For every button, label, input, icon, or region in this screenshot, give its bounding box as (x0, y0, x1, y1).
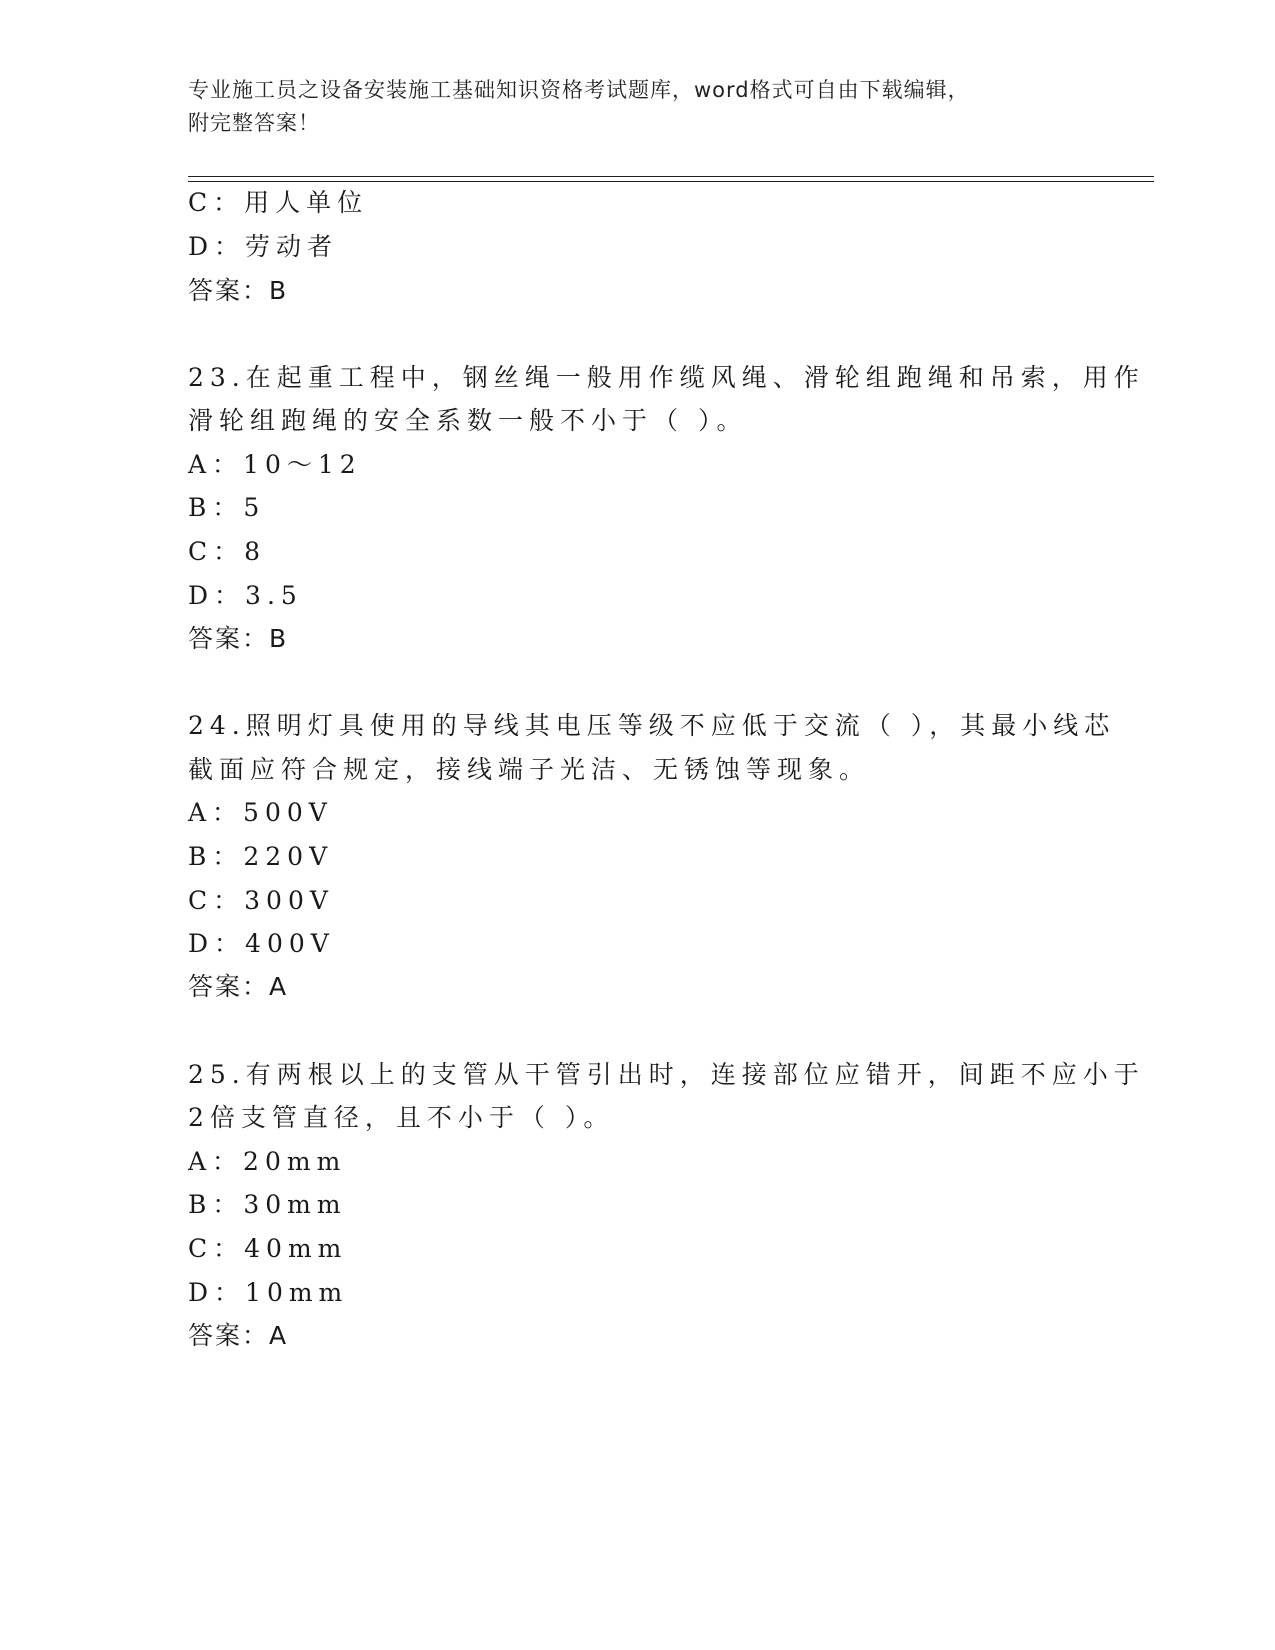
option-d: D：10mm (188, 1278, 349, 1307)
prev-answer: 答案：B (188, 276, 289, 305)
question-stem-line-2: 2倍支管直径，且不小于（ ）。 (188, 1103, 615, 1132)
header-title-line-1: 专业施工员之设备安装施工基础知识资格考试题库，word格式可自由下载编辑， (188, 78, 970, 102)
question-stem-line-2: 截面应符合规定，接线端子光洁、无锈蚀等现象。 (188, 755, 871, 784)
answer: 答案：A (188, 1321, 289, 1350)
option-c: C：300V (188, 886, 334, 915)
prev-option-d: D：劳动者 (188, 232, 339, 261)
option-a: A：500V (188, 798, 333, 827)
answer: 答案：B (188, 624, 289, 653)
prev-option-c: C：用人单位 (188, 188, 369, 217)
option-b: B：220V (188, 842, 334, 871)
question-stem-line-1: 24.照明灯具使用的导线其电压等级不应低于交流（ ），其最小线芯 (188, 711, 1116, 740)
answer: 答案：A (188, 972, 289, 1001)
option-c: C：8 (188, 537, 267, 566)
header-title-line-2: 附完整答案！ (188, 111, 320, 135)
question-stem-line-2: 滑轮组跑绳的安全系数一般不小于（ ）。 (188, 406, 748, 435)
question-stem-line-1: 23.在起重工程中，钢丝绳一般用作缆风绳、滑轮组跑绳和吊索，用作 (188, 363, 1145, 392)
option-c: C：40mm (188, 1234, 348, 1263)
option-b: B：30mm (188, 1190, 347, 1219)
header-divider-top (188, 176, 1154, 177)
option-a: A：20mm (188, 1147, 347, 1176)
option-d: D：400V (188, 929, 335, 958)
option-d: D：3.5 (188, 581, 303, 610)
question-stem-line-1: 25.有两根以上的支管从干管引出时，连接部位应错开，间距不应小于 (188, 1060, 1145, 1089)
document-header (188, 74, 1088, 140)
header-divider-bottom (188, 181, 1154, 182)
option-a: A：10～12 (188, 450, 362, 479)
option-b: B：5 (188, 493, 266, 522)
